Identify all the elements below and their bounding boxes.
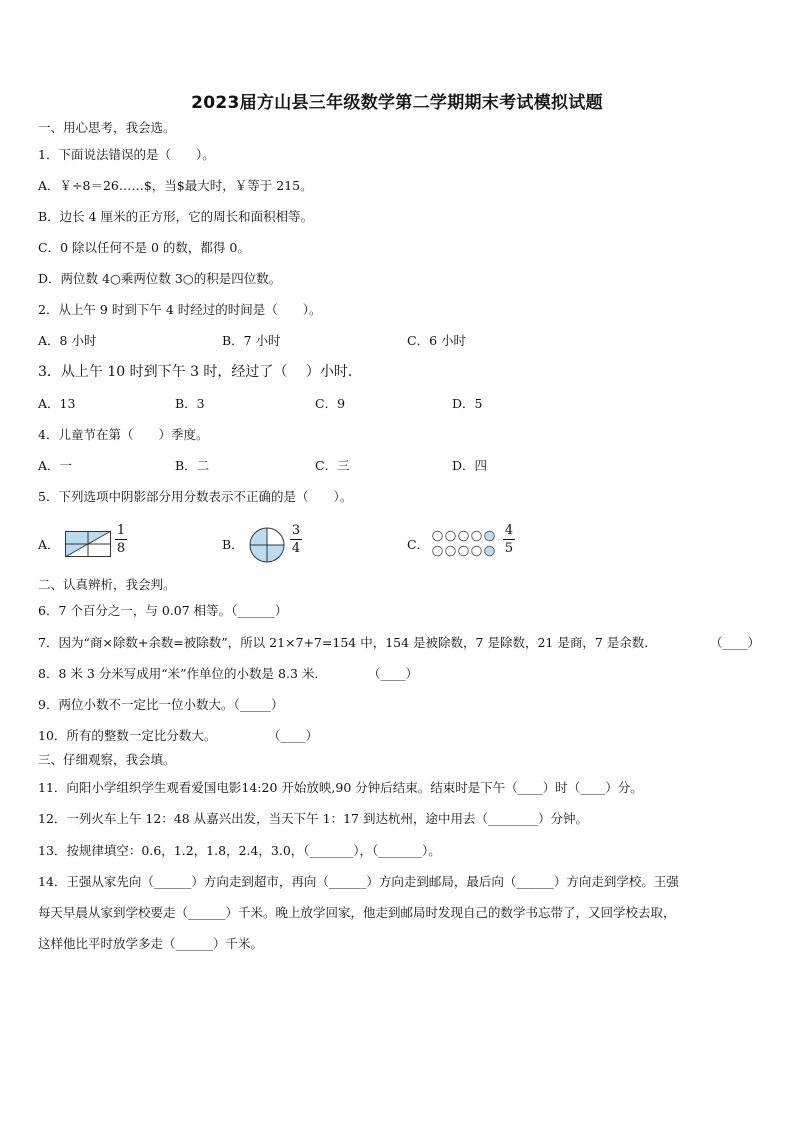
- q4-option-c: C．三: [315, 458, 350, 473]
- q5-option-c-fraction: [503, 524, 515, 555]
- q3-option-b: B．3: [175, 396, 205, 411]
- denominator: 8: [116, 541, 126, 556]
- q14-line-1: 14．王强从家先向（______）方向走到超市，再向（______）方向走到邮局，最后向（______）方向走到学校。王强: [38, 874, 679, 889]
- numerator: 1: [116, 523, 126, 538]
- q2-option-a: A．8 小时: [38, 333, 97, 348]
- q10-answer-blank[interactable]: （____）: [268, 728, 319, 743]
- q5-option-c-label: C．: [407, 537, 430, 552]
- q5-option-a-label: A．: [38, 537, 60, 552]
- numerator: 4: [504, 523, 514, 538]
- q5-option-b-figure: [249, 527, 285, 563]
- q1-option-d: D．两位数 4○乘两位数 3○的积是四位数。: [38, 271, 282, 286]
- q4-option-a: A．一: [38, 458, 73, 473]
- q1-option-a: A．￥÷8＝26……$，当$最大时，￥等于 215。: [38, 178, 313, 193]
- q3-option-a: A．13: [38, 396, 76, 411]
- q5-option-c-figure: [432, 530, 498, 558]
- q10-text: 10．所有的整数一定比分数大。: [38, 728, 217, 743]
- section-1-heading: 一、用心思考，我会选。: [38, 120, 176, 135]
- q8-text: 8．8 米 3 分米写成用“米”作单位的小数是 8.3 米．: [38, 666, 327, 681]
- q14-line-3: 这样他比平时放学多走（______）千米。: [38, 936, 264, 951]
- q9-text: 9．两位小数不一定比一位小数大。（_____）: [38, 697, 284, 712]
- numerator: 3: [291, 523, 301, 538]
- q7-answer-blank[interactable]: （____）: [710, 635, 761, 650]
- q3-option-d: D．5: [452, 396, 483, 411]
- q6-text: 6．7 个百分之一，与 0.07 相等。（______）: [38, 603, 288, 618]
- q11-text: 11．向阳小学组织学生观看爱国电影14:20 开始放映,90 分钟后结束。结束时是下午（____）时（____）分。: [38, 780, 643, 795]
- q2-stem: 2．从上午 9 时到下午 4 时经过的时间是（ ）。: [38, 302, 322, 317]
- q5-option-a-fraction: [115, 524, 127, 555]
- q3-option-c: C．9: [315, 396, 346, 411]
- q12-text: 12．一列火车上午 12：48 从嘉兴出发，当天下午 1：17 到达杭州，途中用去（________）分钟。: [38, 811, 588, 826]
- section-2-heading: 二、认真辨析，我会判。: [38, 577, 176, 592]
- q5-stem: 5．下列选项中阴影部分用分数表示不正确的是（ ）。: [38, 489, 353, 504]
- q4-option-b: B．二: [175, 458, 210, 473]
- q4-option-d: D．四: [452, 458, 488, 473]
- q8-answer-blank[interactable]: （____）: [368, 666, 419, 681]
- q5-option-b-fraction: [290, 524, 302, 555]
- q14-line-2: 每天早晨从家到学校要走（______）千米。晚上放学回家，他走到邮局时发现自己的数学书忘带了，又回学校去取，: [38, 905, 676, 920]
- page-title: 2023届方山县三年级数学第二学期期末考试模拟试题: [191, 93, 603, 113]
- q5-option-a-figure: [65, 531, 111, 557]
- q1-stem: 1．下面说法错误的是（ ）。: [38, 147, 215, 162]
- q5-option-b-label: B．: [222, 537, 244, 552]
- denominator: 4: [291, 541, 301, 556]
- q1-option-b: B．边长 4 厘米的正方形，它的周长和面积相等。: [38, 209, 314, 224]
- q7-text: 7．因为“商×除数+余数=被除数”，所以 21×7+7=154 中，154 是被除数，7 是除数，21 是商，7 是余数．: [38, 635, 657, 650]
- q2-option-b: B．7 小时: [222, 333, 281, 348]
- q4-stem: 4．儿童节在第（ ）季度。: [38, 427, 209, 442]
- section-3-heading: 三、仔细观察，我会填。: [38, 752, 176, 767]
- denominator: 5: [504, 541, 514, 556]
- q3-stem: 3．从上午 10 时到下午 3 时，经过了（ ）小时．: [38, 364, 362, 380]
- q1-option-c: C．0 除以任何不是 0 的数，都得 0。: [38, 240, 250, 255]
- q2-option-c: C．6 小时: [407, 333, 466, 348]
- q13-text: 13．按规律填空：0.6，1.2，1.8，2.4，3.0，（_______），（_______）。: [38, 843, 441, 858]
